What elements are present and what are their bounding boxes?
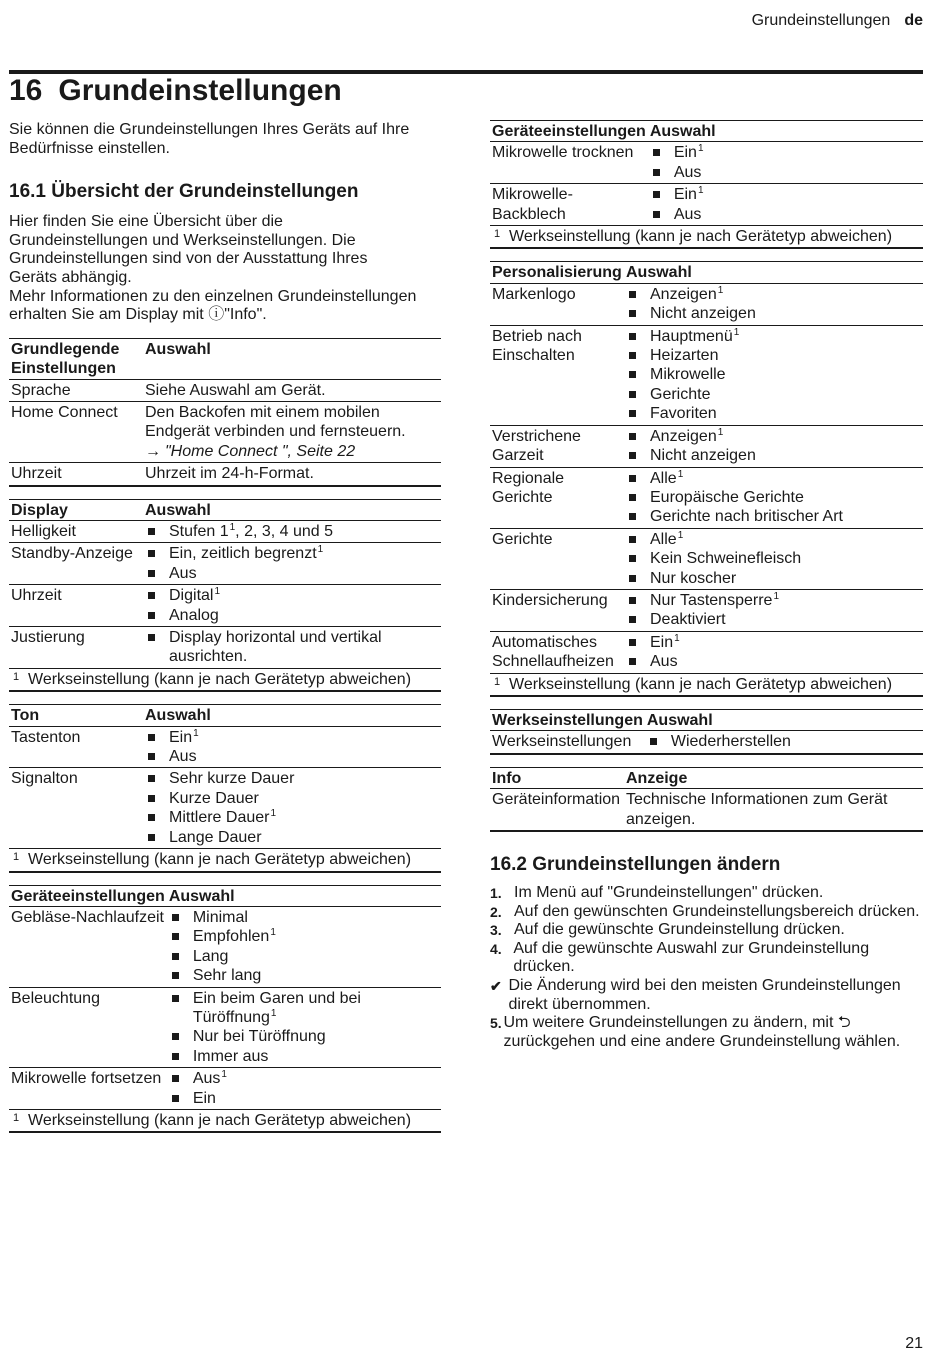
header-section: Grundeinstellungen [751,12,891,29]
step-item [490,884,923,903]
column-header-setting: Geräteeinstellungen [9,885,167,906]
option-text: Anzeigen [650,427,717,445]
option-item [169,947,439,966]
option-item [145,628,439,667]
option-text: Gerichte [650,385,711,403]
setting-options [167,987,441,1068]
option-text: Ein [673,186,697,204]
setting-name: Gebläse-Nachlaufzeit [9,906,167,987]
column-header-selection: Auswahl [143,499,441,520]
footnote-ref: 1 [270,808,277,820]
step-item [490,903,923,922]
footnote-mark: 1 [494,228,501,241]
step-text: Auf die gewünschte Grundeinstellung drücken. [514,921,845,939]
right-column [490,120,923,1051]
section-16-1-heading: 16.1 Übersicht der Grundeinstellungen [9,181,359,203]
column-header-setting: Grundlegende Einstellungen [9,338,143,379]
footnote-text: Werkseinstellung (kann je nach Gerätetyp abweichen) [509,228,893,246]
setting-options [143,768,441,849]
option-text: Nur koscher [650,569,737,587]
options-list [626,327,921,424]
footnote-row [9,668,441,691]
option-text: Ein [192,1089,216,1107]
column-header-selection: Anzeige [624,767,923,788]
option-item [169,927,439,946]
option-item [626,304,921,323]
setting-options [143,627,441,669]
table-row [490,325,923,425]
step-text: Auf die gewünschte Auswahl zur Grundeinstellung drücken. [513,939,870,976]
option-text: Analog [169,606,219,624]
setting-name: Geräteinformation [490,789,624,831]
option-text: Ein [169,728,193,746]
option-text: Ein [673,144,697,162]
table-row [9,543,441,585]
footnote-ref: 1 [677,529,684,541]
setting-options [167,1068,441,1110]
option-text: Anzeigen [650,285,717,303]
table-row [9,521,441,543]
setting-name: Automatisches Schnellaufheizen [490,631,624,673]
table-header-row [9,338,441,379]
setting-options [624,789,923,831]
setting-name: Signalton [9,768,143,849]
setting-description: Uhrzeit im 24-h-Format. [145,465,314,483]
footnote-ref: 1 [773,590,779,602]
option-text: Nicht anzeigen [650,305,756,323]
footnote [9,668,441,691]
table-row [490,142,923,184]
table-header-row [490,121,923,142]
option-text: Alle [650,469,677,487]
option-text: Wiederherstellen [670,733,791,751]
option-text: Lange Dauer [169,828,262,846]
column-header-setting: Info [490,767,624,788]
setting-name: Mikrowelle trocknen [490,142,648,184]
setting-name: Verstrichene Garzeit [490,425,624,467]
column-header-selection: Auswahl [648,121,923,142]
chapter-title-text: Grundeinstellungen [58,74,342,107]
setting-options [645,731,923,754]
column-header-setting: Personalisierung [490,262,624,283]
step-marker: 1. [490,885,502,901]
setting-options [624,631,923,673]
page-number: 21 [905,1335,923,1352]
column-header-setting: Display [9,499,143,520]
step-marker: 5. [490,1015,502,1032]
column-header-selection: Auswahl [624,262,923,283]
setting-description: Siehe Auswahl am Gerät. [145,381,326,399]
step-marker: 2. [490,903,502,920]
option-text: Mittlere Dauer [169,809,270,827]
option-text: Nur Tastensperre [650,591,773,609]
setting-options [624,467,923,528]
setting-name: Home Connect [9,401,143,462]
footnote-row [490,673,923,696]
setting-options [143,585,441,627]
footnote-text: Werkseinstellung (kann je nach Gerätetyp abweichen) [28,1111,412,1129]
step-marker: 3. [490,922,502,939]
option-text: Heizarten [650,347,719,365]
option-item [626,488,921,507]
options-list [650,185,921,224]
table-row [9,401,441,462]
setting-options [624,528,923,589]
option-text: Sehr kurze Dauer [169,770,295,788]
table-basic-settings [9,338,441,487]
table-header-row [9,705,441,726]
table-factory-settings [490,709,923,755]
chapter-title [9,74,342,108]
footnote [490,673,923,696]
footnote [9,1109,441,1132]
footnote-mark: 1 [494,675,501,688]
step-text: Um weitere Grundeinstellungen zu ändern, mit ⮌ zurückgehen und eine andere Grundeinstellung wählen. [503,1014,901,1050]
setting-options [648,142,923,184]
option-item [169,989,439,1028]
column-header-setting: Ton [9,705,143,726]
option-text: Digital [169,587,214,605]
option-text: Mikrowelle [650,366,726,384]
table-row [9,585,441,627]
options-list [626,591,921,630]
option-item [145,606,439,625]
option-text: Display horizontal und vertikal ausrichten. [169,629,382,666]
setting-options [648,184,923,226]
table-personalisation [490,261,923,697]
option-text: Aus [169,748,197,766]
step-text: Im Menü auf "Grundeinstellungen" drücken. [514,884,824,901]
overview-paragraph: Hier finden Sie eine Übersicht über die Grundeinstellungen und Werkseinstellungen. Die Grundeinstellungen sind von der Ausstattung Ihres Geräts abhängig. [9,213,368,286]
table-row [490,528,923,589]
option-text: Ein beim Garen und bei Türöffnung [192,989,361,1026]
setting-options [624,589,923,631]
options-list [626,285,921,324]
footnote-row [9,1109,441,1132]
arrow-icon: → [145,442,161,460]
option-item [626,652,921,671]
chapter-number: 16 [9,74,43,107]
step-item [490,1014,923,1051]
option-item [169,1089,439,1108]
footnote-ref: 1 [270,1007,277,1019]
options-list [169,908,439,986]
section-16-2-heading: 16.2 Grundeinstellungen ändern [490,854,781,875]
option-item [169,966,439,985]
setting-options [143,401,441,462]
setting-options [143,726,441,768]
table-row [490,589,923,631]
table-header-row [490,709,923,730]
option-text: Kein Schweinefleisch [650,550,802,568]
footnote-ref: 1 [317,544,324,556]
steps-list [490,884,923,1051]
setting-name: Tastenton [9,726,143,768]
footnote-ref: 1 [214,586,221,598]
column-header-setting: Geräteeinstellungen [490,121,648,142]
option-item [626,507,921,526]
step-item [490,977,923,1014]
option-item [169,908,439,927]
setting-options [624,283,923,325]
footnote-text: Werkseinstellung (kann je nach Gerätetyp abweichen) [509,675,893,693]
setting-options [143,521,441,543]
table-row [9,768,441,849]
table-header-row [490,262,923,283]
info-icon: ⓘ [208,306,225,324]
left-column [9,121,441,1133]
table-device-settings [9,885,441,1134]
table-header-row [9,885,441,906]
option-item [650,185,921,204]
footnote-ref: 1 [733,326,740,338]
option-text: Deaktiviert [650,611,726,629]
setting-name: Gerichte [490,528,624,589]
option-text: Aus [169,564,197,582]
footnote-row [490,226,923,249]
table-row [9,1068,441,1110]
column-header-selection: Auswahl [645,709,923,730]
table-row [9,627,441,669]
option-text: Ein, zeitlich begrenzt [169,545,317,563]
option-item [626,427,921,446]
option-item [169,1047,439,1066]
options-list [626,469,921,527]
setting-options [624,425,923,467]
options-list [145,586,439,625]
option-item [626,591,921,610]
option-item [169,1069,439,1088]
setting-description: Den Backofen mit einem mobilen Endgerät verbinden und fernsteuern. [145,403,406,441]
column-header-selection: Auswahl [167,885,441,906]
setting-name: Beleuchtung [9,987,167,1068]
footnote-ref: 1 [717,426,724,438]
setting-options [624,325,923,425]
info-paragraph: Mehr Informationen zu den einzelnen Grundeinstellungen erhalten Sie am Display mit ⓘ"Info". [9,287,417,324]
option-text: Aus [192,1070,221,1088]
footnote-ref: 1 [677,468,684,480]
cross-reference-link[interactable]: "Home Connect ", Seite 22 [165,442,356,460]
option-text: Lang [192,947,229,965]
column-header-setting: Werkseinstellungen [490,709,645,730]
option-item [626,404,921,423]
option-text: Minimal [192,908,248,926]
option-text: Gerichte nach britischer Art [650,508,843,526]
step-marker: 4. [490,940,502,957]
footnote-text: Werkseinstellung (kann je nach Gerätetyp abweichen) [28,851,412,869]
setting-options [143,379,441,401]
options-list [626,633,921,672]
option-item [145,728,439,747]
setting-name: Helligkeit [9,521,143,543]
footnote-ref: 1 [697,143,704,155]
option-text-cont: , 2, 3, 4 und 5 [235,523,334,540]
option-text: Alle [650,530,677,548]
options-list [145,544,439,583]
option-text: Stufen 1 [169,523,229,540]
footnote-text: Werkseinstellung (kann je nach Gerätetyp abweichen) [28,670,412,688]
setting-name: Mikrowelle-Backblech [490,184,648,226]
option-item [145,828,439,847]
setting-name: Regionale Gerichte [490,467,624,528]
options-list [169,1069,439,1108]
step-marker: ✔ [490,977,502,994]
table-row [490,467,923,528]
running-header [752,12,923,30]
intro-text: Sie können die Grundeinstellungen Ihres Geräts auf Ihre Bedürfnisse einstellen. [9,121,410,157]
options-list [647,732,921,751]
table-row [490,283,923,325]
option-text: Empfohlen [192,928,270,946]
setting-name: Markenlogo [490,283,624,325]
table-row [9,379,441,401]
option-item [145,808,439,827]
table-info [490,767,923,832]
option-item [145,747,439,766]
option-item [626,633,921,652]
setting-options [143,463,441,486]
setting-description: Technische Informationen zum Gerät anzeigen. [626,791,888,828]
option-item [145,522,439,541]
option-text: Europäische Gerichte [650,488,804,506]
footnote-ref: 1 [674,632,680,644]
column-header-selection: Auswahl [143,338,441,379]
footnote-ref: 1 [717,284,724,296]
footnote [490,226,923,249]
option-text: Kurze Dauer [169,789,259,807]
table-row [490,631,923,673]
table-row [490,184,923,226]
footnote-mark: 1 [13,670,20,683]
footnote-ref: 1 [270,927,276,939]
setting-options [143,543,441,585]
table-header-row [490,767,923,788]
option-item [145,586,439,605]
step-item [490,921,923,940]
option-item [626,365,921,384]
option-item [650,143,921,162]
setting-name: Uhrzeit [9,585,143,627]
step-text: Auf den gewünschten Grundeinstellungsbereich drücken. [514,902,920,920]
options-list [145,628,439,667]
setting-name: Kindersicherung [490,589,624,631]
option-item [650,205,921,224]
option-item [145,544,439,563]
table-device-settings-continued [490,120,923,249]
option-text: Immer aus [192,1047,269,1065]
option-item [626,549,921,568]
footnote-ref: 1 [697,185,704,197]
option-text: Aus [673,205,702,223]
table-row [490,425,923,467]
option-text: Nur bei Türöffnung [192,1028,326,1046]
setting-name: Betrieb nach Einschalten [490,325,624,425]
setting-name: Uhrzeit [9,463,143,486]
step-text: Die Änderung wird bei den meisten Grundeinstellungen direkt übernommen. [508,976,901,1013]
option-item [647,732,921,751]
option-text: Aus [673,163,702,181]
option-item [626,285,921,304]
option-item [626,446,921,465]
option-text: Nicht anzeigen [650,447,756,465]
option-item [626,327,921,346]
setting-options [167,906,441,987]
setting-name: Standby-Anzeige [9,543,143,585]
option-item [145,789,439,808]
option-item [169,1027,439,1046]
setting-name: Justierung [9,627,143,669]
footnote-ref: 1 [229,522,236,533]
option-text: Hauptmenü [650,327,733,345]
table-row [9,906,441,987]
setting-name: Mikrowelle fortsetzen [9,1068,167,1110]
option-item [626,530,921,549]
footnote [9,849,441,872]
options-list [650,143,921,182]
table-sound [9,704,441,872]
option-item [626,385,921,404]
option-item [626,469,921,488]
table-row [490,789,923,831]
table-header-row [9,499,441,520]
option-item [650,163,921,182]
options-list [169,989,439,1067]
table-row [490,731,923,754]
column-header-selection: Auswahl [143,705,441,726]
option-text: Favoriten [650,405,717,423]
option-text: Ein [650,633,674,651]
option-text: Aus [650,653,678,671]
option-item [145,564,439,583]
option-item [626,346,921,365]
table-row [9,726,441,768]
setting-name: Werkseinstellungen [490,731,645,754]
options-list [145,769,439,847]
header-language: de [904,12,923,29]
footnote-mark: 1 [13,1111,20,1124]
table-display [9,499,441,693]
option-item [145,769,439,788]
options-list [145,728,439,767]
table-row [9,987,441,1068]
option-text: Sehr lang [192,967,262,985]
option-item [626,569,921,588]
options-list [145,522,439,541]
footnote-mark: 1 [13,851,20,864]
table-row [9,463,441,486]
footnote-ref: 1 [221,1069,227,1081]
footnote-row [9,849,441,872]
setting-name: Sprache [9,379,143,401]
footnote-ref: 1 [193,727,199,739]
step-item [490,940,923,977]
options-list [626,427,921,466]
option-item [626,610,921,629]
options-list [626,530,921,588]
